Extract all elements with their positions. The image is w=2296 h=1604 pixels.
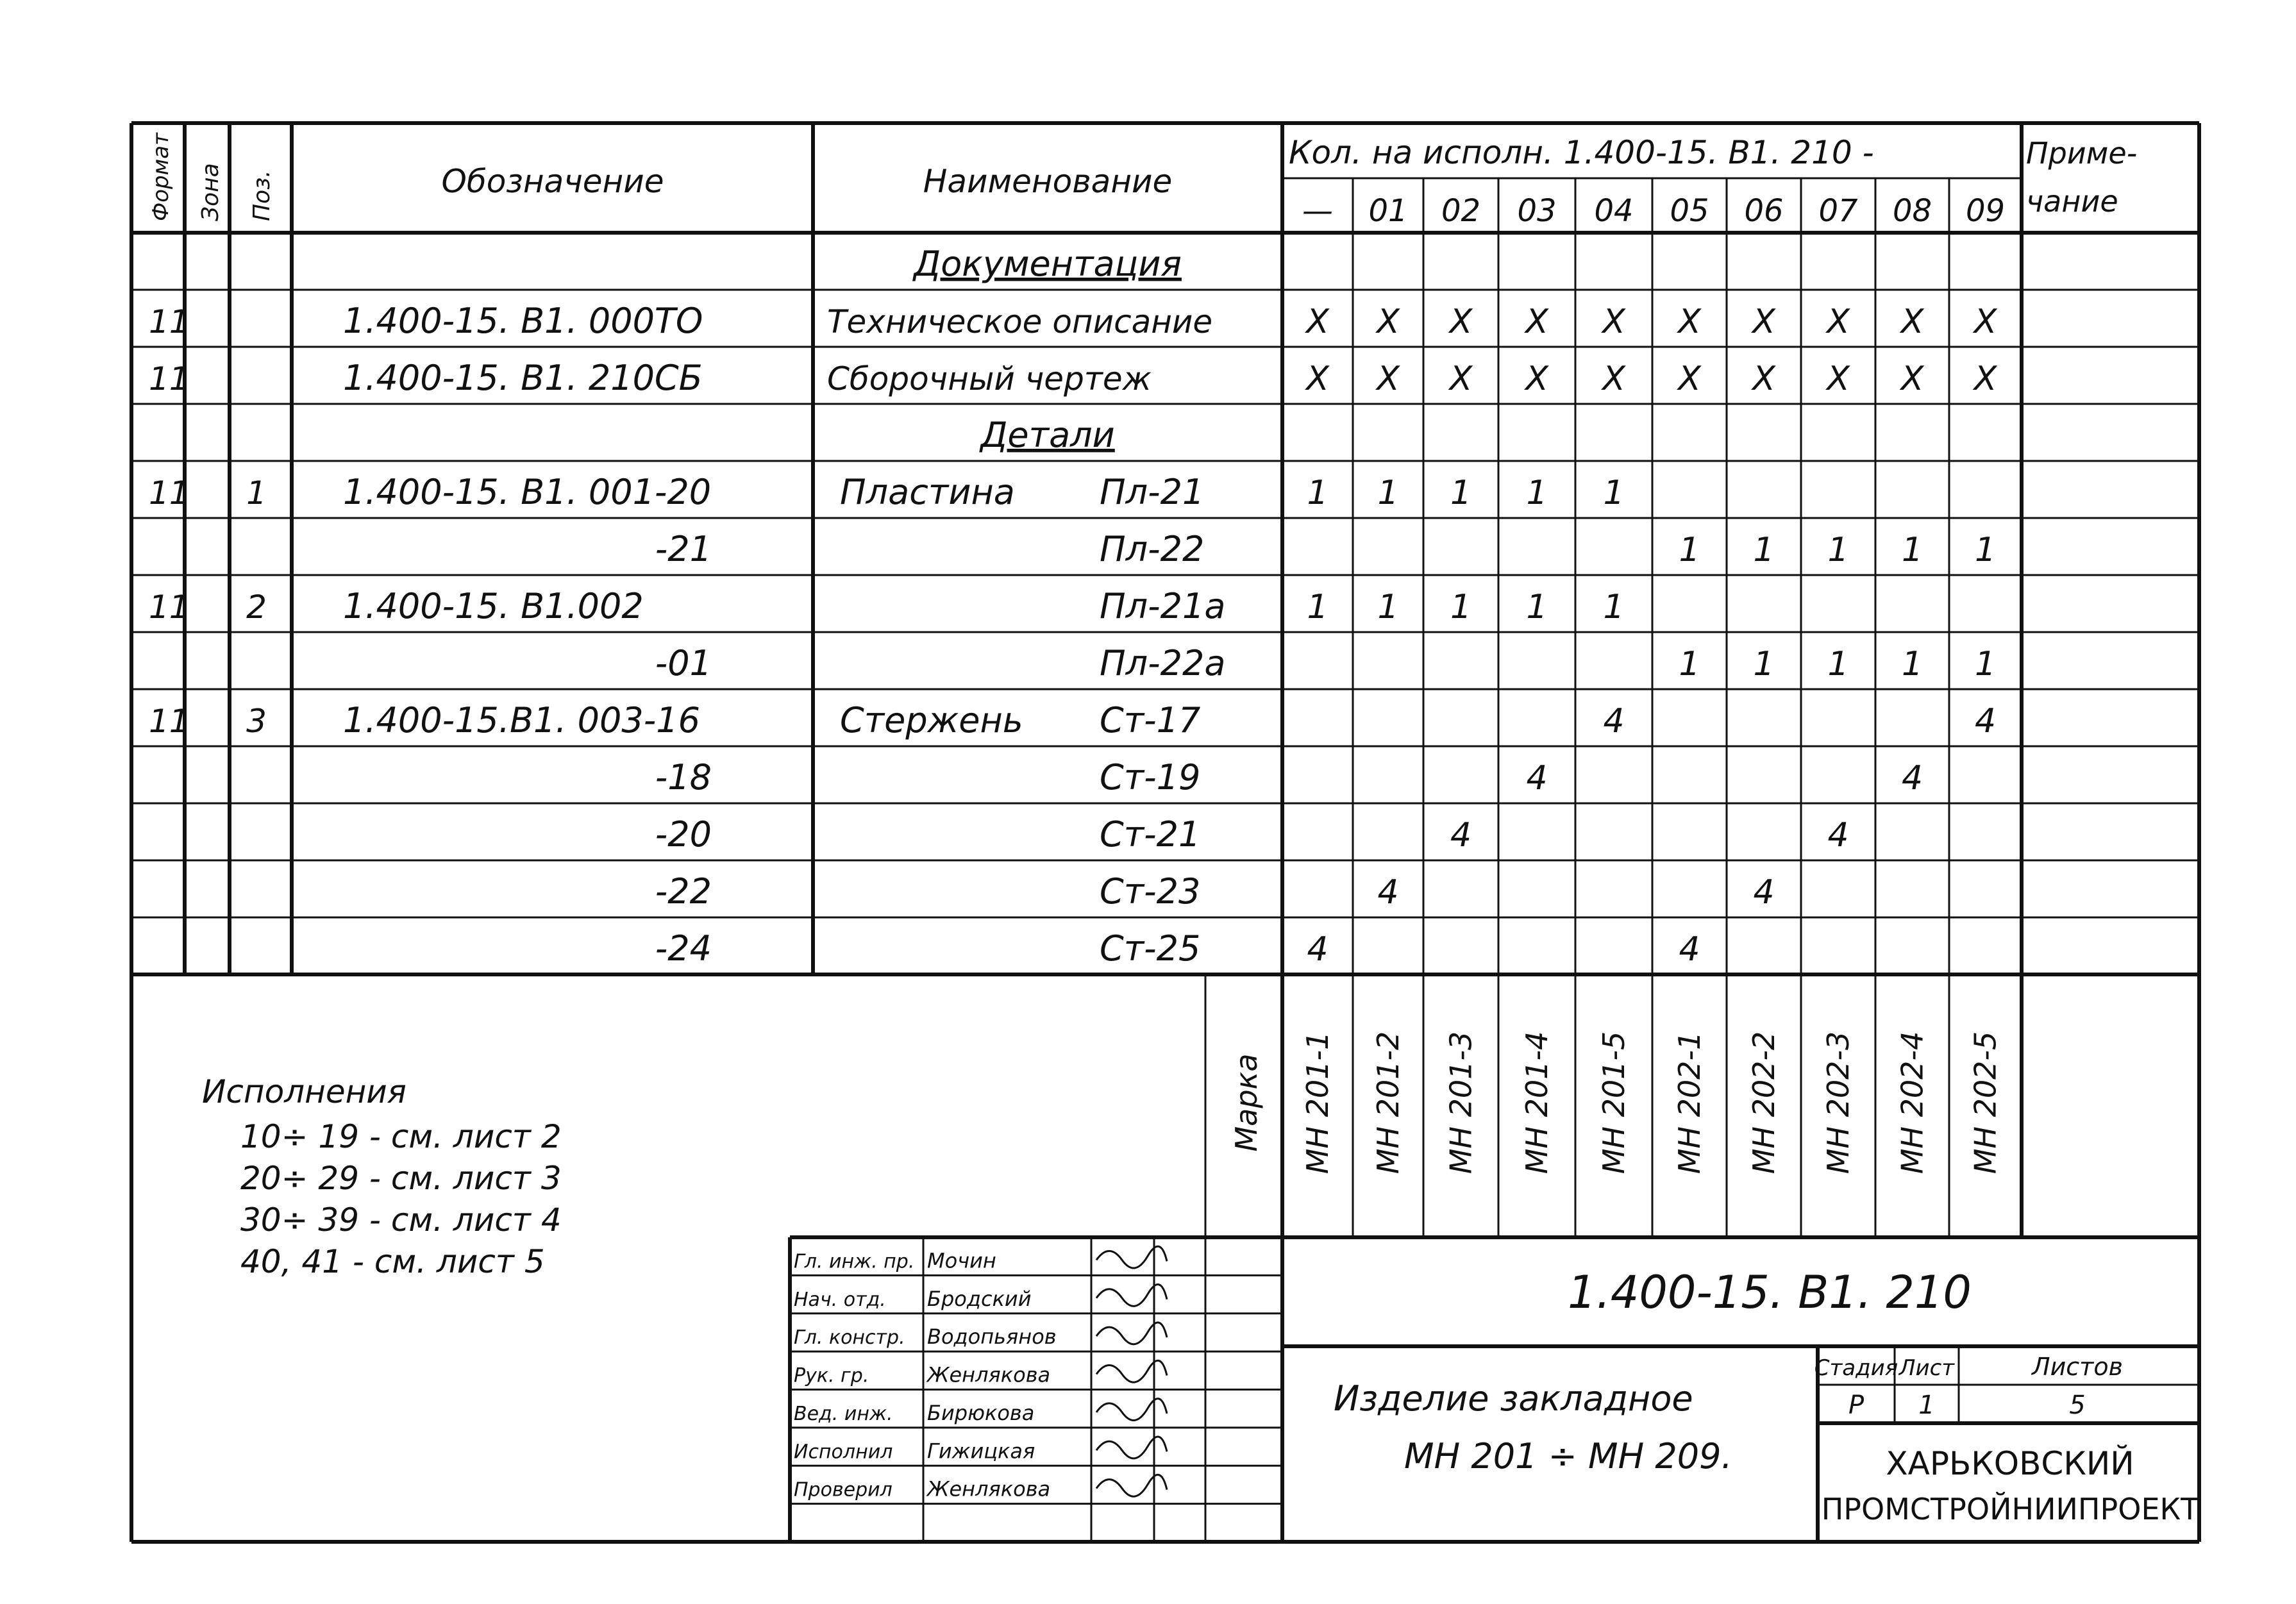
- row-qty: 4: [1753, 873, 1775, 912]
- signature-mark: [1096, 1399, 1167, 1421]
- row-designation: 1.400-15. В1. 210СБ: [343, 358, 703, 398]
- table-text: [148, 132, 2199, 1526]
- row-qty: 1: [1307, 588, 1328, 626]
- row-qty: X: [1525, 303, 1548, 341]
- sheet-value: 1: [1918, 1391, 1935, 1420]
- row-designation: 1.400-15. В1. 000ТО: [343, 301, 703, 341]
- row-qty: 1: [1377, 588, 1399, 626]
- product-name-1: Изделие закладное: [1334, 1378, 1693, 1419]
- notes-line: 10÷ 19 - см. лист 2: [240, 1118, 562, 1155]
- row-qty: X: [1377, 360, 1400, 398]
- header-variant: 05: [1670, 193, 1709, 229]
- row-qty: 4: [1827, 816, 1849, 855]
- row-designation: 1.400-15.В1. 003-16: [343, 700, 700, 740]
- signature-name: Бродский: [927, 1286, 1032, 1311]
- header-variant: 01: [1368, 193, 1408, 229]
- row-name-mark: Ст-21: [1100, 814, 1201, 855]
- row-qty: X: [1973, 360, 1997, 398]
- notes-line: 20÷ 29 - см. лист 3: [240, 1160, 562, 1197]
- row-qty: X: [1827, 303, 1850, 341]
- row-name-mark: Пл-21: [1100, 472, 1205, 512]
- signature-mark: [1096, 1437, 1167, 1458]
- sheets-label: Листов: [2032, 1353, 2123, 1381]
- header-variant: 07: [1818, 193, 1858, 229]
- row-qty: X: [1827, 360, 1850, 398]
- header-variant: 04: [1594, 193, 1634, 229]
- signature-mark: [1096, 1285, 1167, 1307]
- row-qty: 4: [1307, 930, 1328, 969]
- sheets-value: 5: [2069, 1391, 2086, 1420]
- row-qty: 1: [1450, 588, 1472, 626]
- signature-name: Бирюкова: [927, 1400, 1035, 1425]
- signature-name: Мочин: [927, 1248, 996, 1273]
- row-name: Стержень: [840, 700, 1023, 740]
- row-qty: 1: [1753, 645, 1775, 683]
- row-qty: 4: [1450, 816, 1472, 855]
- stage-label: Стадия: [1814, 1355, 1898, 1381]
- row-qty: 1: [1679, 645, 1700, 683]
- row-qty: 1: [1827, 531, 1849, 569]
- row-qty: 4: [1377, 873, 1399, 912]
- row-qty: X: [1525, 360, 1548, 398]
- row-qty: 1: [1307, 474, 1328, 512]
- header-variant: 03: [1517, 193, 1557, 229]
- marka-value: МН 202-3: [1821, 1031, 1856, 1174]
- notes-line: 30÷ 39 - см. лист 4: [240, 1201, 562, 1239]
- row-name-mark: Пл-21а: [1100, 586, 1226, 626]
- row-qty: 1: [1901, 645, 1923, 683]
- row-designation: 1.400-15. В1.002: [343, 586, 644, 626]
- header-format: Формат: [148, 133, 174, 221]
- header-note-2: чание: [2026, 184, 2118, 219]
- marka-value: МН 201-5: [1596, 1031, 1631, 1174]
- marka-value: МН 202-5: [1968, 1031, 2003, 1174]
- header-pos: Поз.: [249, 170, 275, 221]
- row-designation: -21: [655, 529, 712, 569]
- notes-title: Исполнения: [202, 1073, 406, 1110]
- header-designation: Обозначение: [441, 163, 664, 200]
- signature-role: Нач. отд.: [794, 1288, 886, 1311]
- row-qty: X: [1752, 303, 1775, 341]
- marka-value: МН 201-2: [1371, 1031, 1405, 1174]
- row-qty: 1: [1603, 588, 1625, 626]
- row-qty: 1: [1377, 474, 1399, 512]
- section-heading: Документация: [914, 244, 1182, 284]
- row-designation: -20: [655, 814, 712, 855]
- header-variant: 02: [1441, 193, 1481, 229]
- row-qty: 1: [1974, 645, 1997, 683]
- signature-role: Вед. инж.: [794, 1402, 893, 1425]
- header-zone: Зона: [197, 163, 224, 221]
- row-qty: 1: [1901, 531, 1923, 569]
- row-qty: X: [1973, 303, 1997, 341]
- row-qty: X: [1900, 360, 1924, 398]
- signature-mark: [1096, 1323, 1167, 1344]
- row-name-mark: Ст-17: [1100, 700, 1201, 740]
- row-name-mark: Ст-19: [1100, 757, 1201, 798]
- row-position: 2: [246, 589, 267, 626]
- header-variant: 08: [1892, 193, 1932, 229]
- section-heading: Детали: [980, 415, 1115, 455]
- row-name-mark: Пл-22: [1100, 529, 1205, 569]
- notes-line: 40, 41 - см. лист 5: [240, 1243, 545, 1280]
- row-qty: X: [1377, 303, 1400, 341]
- row-qty: X: [1678, 360, 1701, 398]
- signature-mark: [1096, 1475, 1167, 1496]
- organization-line-2: ПРОМСТРОЙНИИПРОЕКТ: [1821, 1492, 2199, 1526]
- signature-role: Исполнил: [794, 1441, 893, 1464]
- row-name: Техническое описание: [827, 303, 1213, 340]
- marka-value: МН 201-1: [1300, 1031, 1335, 1174]
- header-variant: 06: [1744, 193, 1784, 229]
- header-variant: —: [1302, 193, 1333, 229]
- row-name: Сборочный чертеж: [827, 360, 1152, 397]
- row-qty: X: [1449, 360, 1473, 398]
- signature-mark: [1096, 1360, 1167, 1382]
- signature-name: Женлякова: [927, 1362, 1051, 1387]
- row-format: 11: [149, 703, 190, 740]
- organization-line-1: ХАРЬКОВСКИЙ: [1886, 1445, 2134, 1482]
- row-qty: 1: [1679, 531, 1700, 569]
- row-format: 11: [149, 360, 190, 397]
- marka-value: МН 202-2: [1747, 1031, 1781, 1174]
- signature-role: Рук. гр.: [794, 1364, 869, 1387]
- sheet-label: Лист: [1898, 1355, 1955, 1381]
- row-qty: 1: [1526, 474, 1548, 512]
- signature-role: Гл. инж. пр.: [794, 1250, 915, 1273]
- row-qty: X: [1449, 303, 1473, 341]
- row-designation: -24: [655, 928, 712, 969]
- stage-value: Р: [1848, 1391, 1864, 1420]
- row-format: 11: [149, 474, 190, 512]
- row-designation: -01: [655, 643, 712, 683]
- row-position: 3: [246, 703, 267, 740]
- row-designation: 1.400-15. В1. 001-20: [343, 472, 712, 512]
- row-designation: -22: [655, 871, 712, 912]
- row-qty: X: [1752, 360, 1775, 398]
- header-variant: 09: [1965, 193, 2006, 229]
- row-qty: 4: [1603, 702, 1625, 740]
- header-name: Наименование: [923, 163, 1173, 200]
- row-qty: X: [1900, 303, 1924, 341]
- row-qty: X: [1306, 360, 1329, 398]
- row-position: 1: [246, 474, 267, 512]
- row-name-mark: Ст-23: [1100, 871, 1201, 912]
- doc-number: 1.400-15. В1. 210: [1568, 1266, 1972, 1319]
- marka-value: МН 202-1: [1672, 1031, 1707, 1174]
- row-qty: 4: [1679, 930, 1700, 969]
- row-qty: 1: [1450, 474, 1472, 512]
- signature-role: Гл. констр.: [794, 1326, 905, 1349]
- row-qty: X: [1306, 303, 1329, 341]
- row-qty: X: [1602, 303, 1625, 341]
- header-qty-title: Кол. на исполн. 1.400-15. В1. 210 -: [1289, 134, 1874, 171]
- marka-value: МН 202-4: [1895, 1031, 1930, 1174]
- row-qty: 1: [1974, 531, 1997, 569]
- signature-name: Женлякова: [927, 1476, 1051, 1501]
- row-qty: 1: [1526, 588, 1548, 626]
- row-name-mark: Ст-25: [1100, 928, 1201, 969]
- row-qty: 1: [1603, 474, 1625, 512]
- row-qty: 1: [1827, 645, 1849, 683]
- signature-mark: [1096, 1246, 1167, 1268]
- marka-label: Марка: [1229, 1053, 1264, 1152]
- product-name-2: МН 201 ÷ МН 209.: [1404, 1436, 1732, 1476]
- header-note-1: Приме-: [2026, 136, 2138, 171]
- row-format: 11: [149, 303, 190, 340]
- signature-name: Гижицкая: [927, 1439, 1035, 1464]
- row-qty: 4: [1974, 702, 1997, 740]
- row-qty: X: [1678, 303, 1701, 341]
- row-name-mark: Пл-22а: [1100, 643, 1226, 683]
- row-qty: 4: [1526, 759, 1548, 798]
- signature-role: Проверил: [794, 1478, 892, 1501]
- marka-value: МН 201-4: [1520, 1031, 1554, 1174]
- row-format: 11: [149, 589, 190, 626]
- row-designation: -18: [655, 757, 712, 798]
- marka-value: МН 201-3: [1443, 1031, 1479, 1174]
- row-qty: 4: [1901, 759, 1923, 798]
- row-qty: X: [1602, 360, 1625, 398]
- signature-name: Водопьянов: [927, 1324, 1057, 1349]
- row-name: Пластина: [840, 472, 1015, 512]
- row-qty: 1: [1753, 531, 1775, 569]
